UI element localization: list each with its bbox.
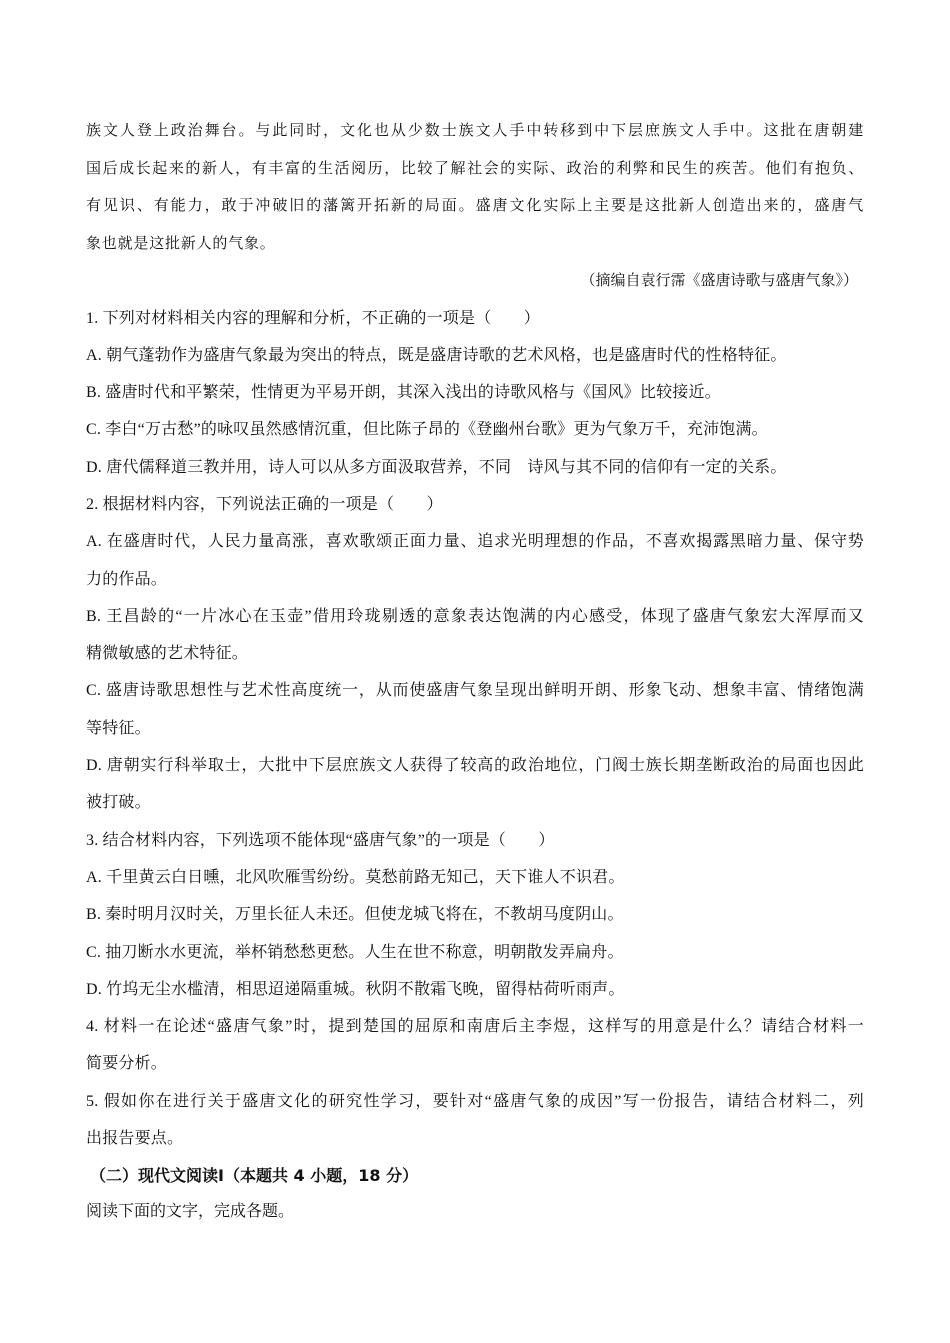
question-line: 简要分析。 [86,1055,168,1073]
section-title: （二）现代文阅读Ⅰ（本题共 4 小题，18 分） [90,1166,419,1186]
question-stem: 2. 根据材料内容，下列说法正确的一项是（ ） [86,495,443,513]
option-d: D. 唐代儒释道三教并用，诗人可以从多方面汲取营养，不同 诗风与其不同的信仰有一定的关系。 [86,458,787,476]
question-3 [86,822,864,1008]
option-c: C. 李白“万古愁”的咏叹虽然感情沉重，但比陈子昂的《登幽州台歌》更为气象万千，充沛饱满。 [86,421,768,439]
question-stem: 1. 下列对材料相关内容的理解和分析，不正确的一项是（ ） [86,309,541,327]
option-b-line: 精微敏感的艺术特征。 [86,645,249,663]
option-c-line: 等特征。 [86,719,151,737]
question-5 [86,1083,864,1158]
question-4 [86,1008,864,1083]
question-line: 出报告要点。 [86,1130,184,1148]
passage-line: 族文人登上政治舞台。与此同时，文化也从少数士族文人手中转移到中下层庶族文人手中。这批在唐朝建 [86,121,864,139]
question-stem: 3. 结合材料内容，下列选项不能体现“盛唐气象”的一项是（ ） [86,831,555,849]
option-a: A. 朝气蓬勃作为盛唐气象最为突出的特点，既是盛唐诗歌的艺术风格，也是盛唐时代的性格特征。 [86,346,787,364]
passage-source: （摘编自袁行霈《盛唐诗歌与盛唐气象》） [580,271,858,289]
option-b-line: B. 王昌龄的“一片冰心在玉壶”借用玲珑剔透的意象表达饱满的内心感受，体现了盛唐气象宏大浑厚而又 [86,607,864,625]
option-b: B. 秦时明月汉时关，万里长征人未还。但使龙城飞将在，不教胡马度阴山。 [86,906,624,924]
option-c-line: C. 盛唐诗歌思想性与艺术性高度统一，从而使盛唐气象呈现出鲜明开朗、形象飞动、想象丰富、情绪饱满 [86,682,864,700]
option-a-line: A. 在盛唐时代，人民力量高涨，喜欢歌颂正面力量、追求光明理想的作品，不喜欢揭露黑暗力量、保守势 [86,533,864,551]
section-instruction: 阅读下面的文字，完成各题。 [86,1203,295,1221]
question-2 [86,486,864,822]
option-a: A. 千里黄云白日曛，北风吹雁雪纷纷。莫愁前路无知己，天下谁人不识君。 [86,868,625,886]
option-c: C. 抽刀断水水更流，举杯销愁愁更愁。人生在世不称意，明朝散发弄扁舟。 [86,943,624,961]
option-d-line: 被打破。 [86,794,151,812]
question-1 [86,300,864,486]
passage-line: 国后成长起来的新人，有丰富的生活阅历，比较了解社会的实际、政治的利弊和民生的疾苦。他们有抱负、 [86,158,864,177]
passage-line: 有见识、有能力，敢于冲破旧的藩篱开拓新的局面。盛唐文化实际上主要是这批新人创造出来的，盛唐气 [86,196,864,214]
option-d-line: D. 唐朝实行科举取士，大批中下层庶族文人获得了较高的政治地位，门阀士族长期垄断政治的局面也因此 [86,757,864,775]
option-a-line: 力的作品。 [86,570,168,588]
passage-excerpt [86,112,864,262]
question-line: 5. 假如你在进行关于盛唐文化的研究性学习，要针对“盛唐气象的成因”写一份报告，请结合材料二，列 [86,1092,864,1110]
question-line: 4. 材料一在论述“盛唐气象”时，提到楚国的屈原和南唐后主李煜，这样写的用意是什么？请结合材料一 [86,1018,864,1036]
option-b: B. 盛唐时代和平繁荣，性情更为平易开朗，其深入浅出的诗歌风格与《国风》比较接近。 [86,384,721,402]
passage-line: 象也就是这批新人的气象。 [86,233,276,252]
option-d: D. 竹坞无尘水槛清，相思迢递隔重城。秋阴不散霜飞晚，留得枯荷听雨声。 [86,980,625,998]
